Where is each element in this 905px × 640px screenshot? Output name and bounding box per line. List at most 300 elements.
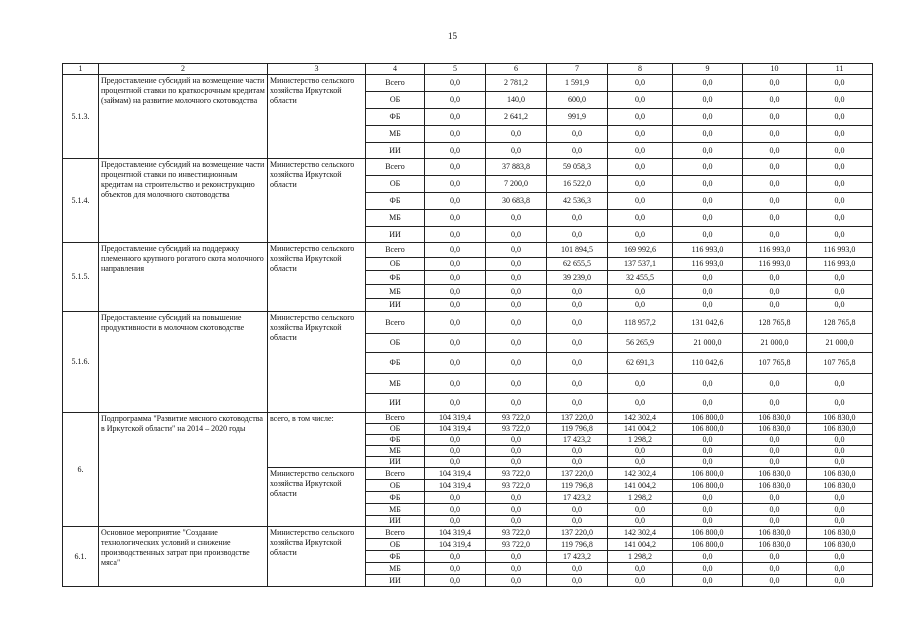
amount-cell: 0,0 xyxy=(425,551,486,563)
amount-cell: 0,0 xyxy=(425,563,486,575)
amount-cell: 0,0 xyxy=(807,563,873,575)
amount-cell: 0,0 xyxy=(425,374,486,394)
funding-source: Всего xyxy=(366,243,425,258)
amount-cell: 137 537,1 xyxy=(608,258,673,271)
amount-cell: 0,0 xyxy=(425,159,486,176)
amount-cell: 0,0 xyxy=(673,271,743,285)
amount-cell: 30 683,8 xyxy=(486,193,547,210)
funding-source: ИИ xyxy=(366,394,425,413)
amount-cell: 107 765,8 xyxy=(807,353,873,374)
amount-cell: 0,0 xyxy=(608,374,673,394)
amount-cell: 0,0 xyxy=(486,271,547,285)
funding-source: ОБ xyxy=(366,334,425,353)
amount-cell: 0,0 xyxy=(743,504,807,516)
amount-cell: 0,0 xyxy=(425,210,486,227)
funding-source: ОБ xyxy=(366,480,425,492)
executor: Министерство сельского хозяйства Иркутской области xyxy=(268,75,366,159)
amount-cell: 93 722,0 xyxy=(486,413,547,424)
amount-cell: 21 000,0 xyxy=(743,334,807,353)
funding-source: ФБ xyxy=(366,551,425,563)
amount-cell: 106 800,0 xyxy=(673,468,743,480)
amount-cell: 0,0 xyxy=(743,299,807,312)
amount-cell: 0,0 xyxy=(425,516,486,527)
amount-cell: 1 298,2 xyxy=(608,492,673,504)
item-description: Предоставление субсидий на поддержку племенного крупного рогатого скота молочного направления xyxy=(99,243,268,312)
funding-source: МБ xyxy=(366,563,425,575)
amount-cell: 106 830,0 xyxy=(807,468,873,480)
amount-cell: 119 796,8 xyxy=(547,424,608,435)
amount-cell: 0,0 xyxy=(743,176,807,193)
amount-cell: 106 830,0 xyxy=(807,539,873,551)
amount-cell: 0,0 xyxy=(425,457,486,468)
amount-cell: 37 883,8 xyxy=(486,159,547,176)
amount-cell: 0,0 xyxy=(807,271,873,285)
amount-cell: 0,0 xyxy=(673,492,743,504)
amount-cell: 119 796,8 xyxy=(547,480,608,492)
amount-cell: 0,0 xyxy=(743,109,807,126)
amount-cell: 106 800,0 xyxy=(673,527,743,539)
amount-cell: 0,0 xyxy=(673,457,743,468)
column-number: 9 xyxy=(673,64,743,75)
amount-cell: 0,0 xyxy=(425,92,486,109)
amount-cell: 0,0 xyxy=(673,193,743,210)
table-row xyxy=(63,159,873,176)
amount-cell: 93 722,0 xyxy=(486,539,547,551)
amount-cell: 0,0 xyxy=(608,109,673,126)
amount-cell: 106 800,0 xyxy=(673,413,743,424)
amount-cell: 0,0 xyxy=(608,446,673,457)
amount-cell: 0,0 xyxy=(673,126,743,143)
amount-cell: 0,0 xyxy=(608,575,673,587)
amount-cell: 0,0 xyxy=(673,227,743,243)
amount-cell: 104 319,4 xyxy=(425,527,486,539)
amount-cell: 0,0 xyxy=(743,285,807,299)
amount-cell: 0,0 xyxy=(743,75,807,92)
amount-cell: 0,0 xyxy=(673,143,743,159)
column-number: 8 xyxy=(608,64,673,75)
amount-cell: 106 830,0 xyxy=(743,539,807,551)
funding-source: МБ xyxy=(366,126,425,143)
funding-source: ФБ xyxy=(366,271,425,285)
amount-cell: 137 220,0 xyxy=(547,413,608,424)
amount-cell: 106 830,0 xyxy=(807,424,873,435)
amount-cell: 0,0 xyxy=(673,75,743,92)
column-number: 4 xyxy=(366,64,425,75)
amount-cell: 0,0 xyxy=(486,299,547,312)
amount-cell: 0,0 xyxy=(673,446,743,457)
amount-cell: 0,0 xyxy=(425,285,486,299)
amount-cell: 0,0 xyxy=(425,109,486,126)
amount-cell: 0,0 xyxy=(743,551,807,563)
funding-source: Всего xyxy=(366,468,425,480)
amount-cell: 0,0 xyxy=(425,334,486,353)
amount-cell: 0,0 xyxy=(608,285,673,299)
amount-cell: 62 691,3 xyxy=(608,353,673,374)
amount-cell: 141 004,2 xyxy=(608,480,673,492)
amount-cell: 0,0 xyxy=(673,92,743,109)
amount-cell: 56 265,9 xyxy=(608,334,673,353)
executor: Министерство сельского хозяйства Иркутской области xyxy=(268,159,366,243)
amount-cell: 0,0 xyxy=(486,435,547,446)
item-description: Предоставление субсидий на возмещение части процентной ставки по краткосрочным кредитам (займам) на развитие молочного скотоводства xyxy=(99,75,268,159)
amount-cell: 107 765,8 xyxy=(743,353,807,374)
amount-cell: 1 591,9 xyxy=(547,75,608,92)
amount-cell: 0,0 xyxy=(425,271,486,285)
amount-cell: 0,0 xyxy=(486,210,547,227)
amount-cell: 0,0 xyxy=(807,92,873,109)
amount-cell: 0,0 xyxy=(425,435,486,446)
amount-cell: 0,0 xyxy=(486,563,547,575)
amount-cell: 0,0 xyxy=(425,227,486,243)
column-number: 11 xyxy=(807,64,873,75)
amount-cell: 0,0 xyxy=(807,516,873,527)
amount-cell: 0,0 xyxy=(486,394,547,413)
item-code: 6. xyxy=(63,413,99,527)
amount-cell: 0,0 xyxy=(743,271,807,285)
amount-cell: 0,0 xyxy=(743,210,807,227)
amount-cell: 0,0 xyxy=(425,243,486,258)
amount-cell: 0,0 xyxy=(486,516,547,527)
amount-cell: 141 004,2 xyxy=(608,539,673,551)
amount-cell: 119 796,8 xyxy=(547,539,608,551)
item-code: 5.1.6. xyxy=(63,312,99,413)
funding-source: ИИ xyxy=(366,575,425,587)
amount-cell: 0,0 xyxy=(486,492,547,504)
amount-cell: 0,0 xyxy=(673,210,743,227)
funding-source: ИИ xyxy=(366,516,425,527)
amount-cell: 0,0 xyxy=(547,312,608,334)
amount-cell: 991,9 xyxy=(547,109,608,126)
amount-cell: 0,0 xyxy=(425,258,486,271)
amount-cell: 0,0 xyxy=(608,126,673,143)
amount-cell: 128 765,8 xyxy=(807,312,873,334)
column-number: 3 xyxy=(268,64,366,75)
amount-cell: 0,0 xyxy=(486,312,547,334)
funding-source: ОБ xyxy=(366,258,425,271)
amount-cell: 0,0 xyxy=(608,299,673,312)
amount-cell: 0,0 xyxy=(673,394,743,413)
amount-cell: 0,0 xyxy=(743,516,807,527)
funding-source: ИИ xyxy=(366,457,425,468)
amount-cell: 0,0 xyxy=(608,159,673,176)
amount-cell: 104 319,4 xyxy=(425,424,486,435)
amount-cell: 0,0 xyxy=(425,394,486,413)
amount-cell: 42 536,3 xyxy=(547,193,608,210)
amount-cell: 0,0 xyxy=(807,227,873,243)
amount-cell: 106 800,0 xyxy=(673,480,743,492)
amount-cell: 0,0 xyxy=(807,446,873,457)
amount-cell: 2 641,2 xyxy=(486,109,547,126)
table-body xyxy=(63,64,873,587)
executor: Министерство сельского хозяйства Иркутской области xyxy=(268,527,366,587)
amount-cell: 0,0 xyxy=(608,193,673,210)
amount-cell: 0,0 xyxy=(425,299,486,312)
amount-cell: 0,0 xyxy=(807,176,873,193)
column-number: 10 xyxy=(743,64,807,75)
amount-cell: 0,0 xyxy=(425,75,486,92)
amount-cell: 106 830,0 xyxy=(807,527,873,539)
amount-cell: 0,0 xyxy=(608,176,673,193)
amount-cell: 0,0 xyxy=(486,126,547,143)
amount-cell: 1 298,2 xyxy=(608,435,673,446)
amount-cell: 0,0 xyxy=(807,109,873,126)
funding-source: ОБ xyxy=(366,424,425,435)
amount-cell: 106 830,0 xyxy=(807,413,873,424)
amount-cell: 140,0 xyxy=(486,92,547,109)
amount-cell: 0,0 xyxy=(425,312,486,334)
funding-source: Всего xyxy=(366,527,425,539)
amount-cell: 106 830,0 xyxy=(743,413,807,424)
amount-cell: 0,0 xyxy=(673,504,743,516)
amount-cell: 0,0 xyxy=(547,575,608,587)
amount-cell: 110 042,6 xyxy=(673,353,743,374)
amount-cell: 0,0 xyxy=(743,193,807,210)
amount-cell: 0,0 xyxy=(673,109,743,126)
amount-cell: 0,0 xyxy=(807,551,873,563)
funding-source: ОБ xyxy=(366,539,425,551)
amount-cell: 116 993,0 xyxy=(743,258,807,271)
amount-cell: 0,0 xyxy=(547,227,608,243)
funding-source: Всего xyxy=(366,159,425,176)
amount-cell: 0,0 xyxy=(807,575,873,587)
amount-cell: 0,0 xyxy=(807,159,873,176)
amount-cell: 0,0 xyxy=(743,394,807,413)
amount-cell: 32 455,5 xyxy=(608,271,673,285)
amount-cell: 106 830,0 xyxy=(807,480,873,492)
amount-cell: 0,0 xyxy=(743,446,807,457)
amount-cell: 106 800,0 xyxy=(673,424,743,435)
amount-cell: 0,0 xyxy=(547,457,608,468)
amount-cell: 0,0 xyxy=(608,516,673,527)
item-description: Предоставление субсидий на повышение продуктивности в молочном скотоводстве xyxy=(99,312,268,413)
amount-cell: 0,0 xyxy=(673,176,743,193)
amount-cell: 0,0 xyxy=(673,374,743,394)
amount-cell: 0,0 xyxy=(608,457,673,468)
amount-cell: 116 993,0 xyxy=(807,258,873,271)
column-number: 5 xyxy=(425,64,486,75)
amount-cell: 106 830,0 xyxy=(743,424,807,435)
amount-cell: 16 522,0 xyxy=(547,176,608,193)
amount-cell: 0,0 xyxy=(547,334,608,353)
funding-source: Всего xyxy=(366,75,425,92)
item-description: Предоставление субсидий на возмещение части процентной ставки по инвестиционным кредитам на строительство и реконструкцию объектов для молочного скотоводства xyxy=(99,159,268,243)
amount-cell: 106 830,0 xyxy=(743,527,807,539)
amount-cell: 116 993,0 xyxy=(807,243,873,258)
table-row xyxy=(63,243,873,258)
item-description: Основное мероприятие "Создание технологических условий и снижение производственных затрат при производстве мяса" xyxy=(99,527,268,587)
amount-cell: 0,0 xyxy=(608,92,673,109)
amount-cell: 0,0 xyxy=(486,575,547,587)
amount-cell: 93 722,0 xyxy=(486,424,547,435)
amount-cell: 104 319,4 xyxy=(425,413,486,424)
amount-cell: 0,0 xyxy=(425,575,486,587)
funding-source: ОБ xyxy=(366,176,425,193)
amount-cell: 0,0 xyxy=(807,492,873,504)
amount-cell: 131 042,6 xyxy=(673,312,743,334)
column-number: 6 xyxy=(486,64,547,75)
amount-cell: 17 423,2 xyxy=(547,435,608,446)
amount-cell: 0,0 xyxy=(547,285,608,299)
amount-cell: 0,0 xyxy=(743,492,807,504)
amount-cell: 0,0 xyxy=(743,457,807,468)
funding-table xyxy=(62,63,873,587)
amount-cell: 106 830,0 xyxy=(743,468,807,480)
amount-cell: 0,0 xyxy=(547,299,608,312)
amount-cell: 0,0 xyxy=(486,504,547,516)
funding-source: МБ xyxy=(366,210,425,227)
amount-cell: 106 830,0 xyxy=(743,480,807,492)
funding-source: МБ xyxy=(366,446,425,457)
amount-cell: 0,0 xyxy=(743,435,807,446)
column-number: 1 xyxy=(63,64,99,75)
amount-cell: 0,0 xyxy=(673,563,743,575)
amount-cell: 0,0 xyxy=(608,210,673,227)
amount-cell: 116 993,0 xyxy=(673,258,743,271)
item-code: 5.1.3. xyxy=(63,75,99,159)
amount-cell: 0,0 xyxy=(547,563,608,575)
amount-cell: 62 655,5 xyxy=(547,258,608,271)
amount-cell: 0,0 xyxy=(608,227,673,243)
amount-cell: 104 319,4 xyxy=(425,480,486,492)
table-row xyxy=(63,413,873,424)
amount-cell: 0,0 xyxy=(673,159,743,176)
funding-source: Всего xyxy=(366,312,425,334)
funding-source: ФБ xyxy=(366,492,425,504)
funding-source: ФБ xyxy=(366,193,425,210)
amount-cell: 93 722,0 xyxy=(486,480,547,492)
funding-source: МБ xyxy=(366,285,425,299)
amount-cell: 0,0 xyxy=(547,143,608,159)
amount-cell: 0,0 xyxy=(673,575,743,587)
amount-cell: 0,0 xyxy=(486,551,547,563)
amount-cell: 39 239,0 xyxy=(547,271,608,285)
amount-cell: 0,0 xyxy=(486,258,547,271)
amount-cell: 169 992,6 xyxy=(608,243,673,258)
amount-cell: 128 765,8 xyxy=(743,312,807,334)
funding-source: ФБ xyxy=(366,109,425,126)
amount-cell: 0,0 xyxy=(743,143,807,159)
funding-source: ИИ xyxy=(366,299,425,312)
amount-cell: 0,0 xyxy=(807,193,873,210)
amount-cell: 0,0 xyxy=(673,285,743,299)
amount-cell: 0,0 xyxy=(608,563,673,575)
amount-cell: 0,0 xyxy=(547,374,608,394)
amount-cell: 104 319,4 xyxy=(425,468,486,480)
amount-cell: 0,0 xyxy=(807,299,873,312)
amount-cell: 116 993,0 xyxy=(673,243,743,258)
amount-cell: 0,0 xyxy=(486,227,547,243)
amount-cell: 0,0 xyxy=(743,92,807,109)
amount-cell: 0,0 xyxy=(486,285,547,299)
amount-cell: 137 220,0 xyxy=(547,527,608,539)
executor: Министерство сельского хозяйства Иркутской области xyxy=(268,468,366,527)
column-number: 7 xyxy=(547,64,608,75)
amount-cell: 1 298,2 xyxy=(608,551,673,563)
item-code: 5.1.5. xyxy=(63,243,99,312)
item-code: 6.1. xyxy=(63,527,99,587)
amount-cell: 137 220,0 xyxy=(547,468,608,480)
amount-cell: 0,0 xyxy=(743,159,807,176)
amount-cell: 0,0 xyxy=(743,374,807,394)
amount-cell: 21 000,0 xyxy=(673,334,743,353)
amount-cell: 0,0 xyxy=(486,143,547,159)
amount-cell: 17 423,2 xyxy=(547,551,608,563)
amount-cell: 0,0 xyxy=(807,285,873,299)
amount-cell: 104 319,4 xyxy=(425,539,486,551)
amount-cell: 0,0 xyxy=(807,374,873,394)
amount-cell: 0,0 xyxy=(547,446,608,457)
amount-cell: 0,0 xyxy=(547,126,608,143)
table-row xyxy=(63,75,873,92)
amount-cell: 7 200,0 xyxy=(486,176,547,193)
amount-cell: 0,0 xyxy=(486,374,547,394)
executor: Министерство сельского хозяйства Иркутской области xyxy=(268,312,366,413)
funding-source: ИИ xyxy=(366,143,425,159)
table-row xyxy=(63,312,873,334)
table-row xyxy=(63,527,873,539)
amount-cell: 0,0 xyxy=(486,334,547,353)
amount-cell: 142 302,4 xyxy=(608,413,673,424)
amount-cell: 0,0 xyxy=(673,299,743,312)
item-code: 5.1.4. xyxy=(63,159,99,243)
amount-cell: 0,0 xyxy=(807,504,873,516)
funding-source: МБ xyxy=(366,374,425,394)
column-number-row xyxy=(63,64,873,75)
amount-cell: 106 800,0 xyxy=(673,539,743,551)
amount-cell: 142 302,4 xyxy=(608,468,673,480)
amount-cell: 0,0 xyxy=(547,210,608,227)
amount-cell: 0,0 xyxy=(425,492,486,504)
amount-cell: 600,0 xyxy=(547,92,608,109)
amount-cell: 0,0 xyxy=(807,126,873,143)
amount-cell: 101 894,5 xyxy=(547,243,608,258)
funding-source: Всего xyxy=(366,413,425,424)
amount-cell: 0,0 xyxy=(743,126,807,143)
amount-cell: 0,0 xyxy=(547,504,608,516)
amount-cell: 142 302,4 xyxy=(608,527,673,539)
amount-cell: 0,0 xyxy=(807,210,873,227)
page-number: 15 xyxy=(448,31,457,41)
amount-cell: 21 000,0 xyxy=(807,334,873,353)
amount-cell: 116 993,0 xyxy=(743,243,807,258)
amount-cell: 0,0 xyxy=(486,446,547,457)
executor: всего, в том числе: xyxy=(268,413,366,468)
amount-cell: 118 957,2 xyxy=(608,312,673,334)
funding-source: ОБ xyxy=(366,92,425,109)
amount-cell: 0,0 xyxy=(673,516,743,527)
amount-cell: 0,0 xyxy=(486,243,547,258)
amount-cell: 0,0 xyxy=(807,394,873,413)
amount-cell: 0,0 xyxy=(486,353,547,374)
amount-cell: 0,0 xyxy=(425,126,486,143)
amount-cell: 59 058,3 xyxy=(547,159,608,176)
funding-source: МБ xyxy=(366,504,425,516)
amount-cell: 0,0 xyxy=(425,504,486,516)
amount-cell: 0,0 xyxy=(547,353,608,374)
amount-cell: 0,0 xyxy=(547,516,608,527)
amount-cell: 0,0 xyxy=(547,394,608,413)
amount-cell: 0,0 xyxy=(608,75,673,92)
amount-cell: 0,0 xyxy=(743,563,807,575)
amount-cell: 0,0 xyxy=(425,446,486,457)
amount-cell: 0,0 xyxy=(807,435,873,446)
amount-cell: 0,0 xyxy=(608,394,673,413)
amount-cell: 0,0 xyxy=(807,457,873,468)
amount-cell: 0,0 xyxy=(608,504,673,516)
executor: Министерство сельского хозяйства Иркутской области xyxy=(268,243,366,312)
amount-cell: 0,0 xyxy=(425,176,486,193)
amount-cell: 0,0 xyxy=(807,75,873,92)
